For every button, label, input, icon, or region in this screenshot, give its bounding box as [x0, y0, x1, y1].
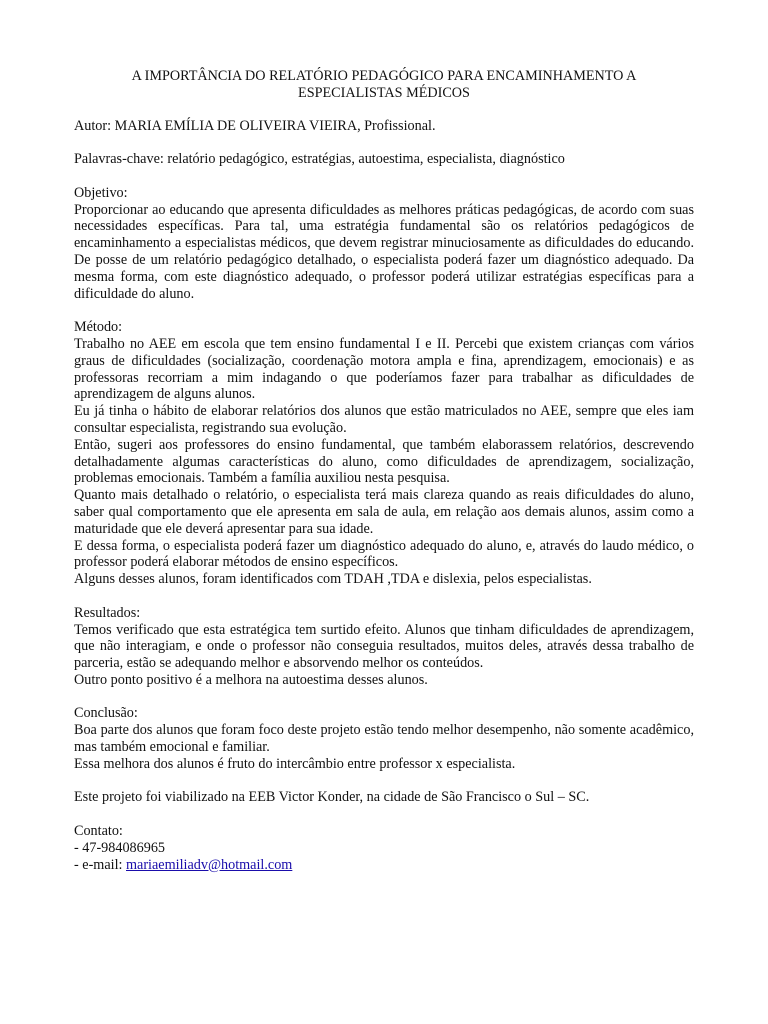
results-heading: Resultados: [74, 604, 141, 621]
objective-heading: Objetivo: [74, 184, 128, 201]
conclusion-heading: Conclusão: [74, 705, 138, 722]
document-page [74, 68, 694, 873]
objective-section [74, 185, 694, 303]
title-line-2: ESPECIALISTAS MÉDICOS [298, 84, 470, 101]
method-paragraph: Então, sugeri aos professores do ensino fundamental, que também elaborassem relatórios, descrevendo detalhadamente algumas características do aluno, como dificuldades de aprendizagem, socialização, problemas emocionais. Também a família auxiliou nesta pesquisa. [74, 436, 694, 487]
conclusion-paragraph: Boa parte dos alunos que foram foco deste projeto estão tendo melhor desempenho, não somente acadêmico, mas também emocional e familiar. [74, 722, 694, 756]
results-paragraph: Temos verificado que esta estratégica tem surtido efeito. Alunos que tinham dificuldades de aprendizagem, que não interagiam, e onde o professor não conseguia resultados, muitos deles, através dessa trabalho de parceria, estão se adequando melhor e absorvendo melhor os conteúdos. [74, 621, 694, 672]
method-paragraph: Quanto mais detalhado o relatório, o especialista terá mais clareza quando as reais dificuldades do aluno, saber qual comportamento que ele apresenta em sala de aula, em relação aos demais alunos, assim como a maturidade que ele deverá apresentar para sua idade. [74, 487, 694, 537]
document-title [74, 68, 694, 102]
title-line-1: A IMPORTÂNCIA DO RELATÓRIO PEDAGÓGICO PARA ENCAMINHAMENTO A [131, 68, 637, 84]
contact-heading: Contato: [74, 823, 123, 840]
results-paragraph: Outro ponto positivo é a melhora na autoestima desses alunos. [74, 671, 428, 688]
contact-section [74, 823, 694, 873]
method-paragraph: Alguns desses alunos, foram identificados com TDAH ,TDA e dislexia, pelos especialistas. [74, 571, 592, 588]
method-paragraph: E dessa forma, o especialista poderá fazer um diagnóstico adequado do aluno, e, através do laudo médico, o professor poderá elaborar métodos de ensino específicos. [74, 537, 694, 571]
method-heading: Método: [74, 319, 123, 336]
author-line: Autor: MARIA EMÍLIA DE OLIVEIRA VIEIRA, Profissional. [74, 117, 436, 134]
project-note: Este projeto foi viabilizado na EEB Victor Konder, na cidade de São Francisco o Sul – SC. [74, 789, 590, 806]
results-section [74, 605, 694, 689]
method-section [74, 319, 694, 588]
keywords-line: Palavras-chave: relatório pedagógico, estratégias, autoestima, especialista, diagnóstico [74, 151, 565, 168]
objective-text: Proporcionar ao educando que apresenta dificuldades as melhores práticas pedagógicas, de acordo com suas necessidades específicas. Para tal, uma estratégia fundamental são os relatórios pedagógicos de encaminhamento a especialistas médicos, que devem registrar minuciosamente as dificuldades do educando. De posse de um relatório pedagógico detalhado, o especialista poderá fazer um diagnóstico adequado. Da mesma forma, com este diagnóstico adequado, o professor poderá utilizar estratégias específicas para a dificuldade do aluno. [74, 201, 694, 302]
contact-phone: - 47-984086965 [74, 839, 166, 856]
method-paragraph: Trabalho no AEE em escola que tem ensino fundamental I e II. Percebi que existem crianças com vários graus de dificuldades (socialização, coordenação motora ampla e fina, aprendizagem, emocionais) e as professoras recorriam a mim indagando o que poderíamos fazer para trabalhar as dificuldades de aprendizagem de alguns alunos. [74, 335, 694, 403]
conclusion-section [74, 705, 694, 772]
contact-email-link[interactable]: mariaemiliadv@hotmail.com [126, 856, 293, 873]
contact-email-prefix: - e-mail: [74, 856, 126, 873]
method-paragraph: Eu já tinha o hábito de elaborar relatórios dos alunos que estão matriculados no AEE, sempre que eles iam consultar especialista, registrando sua evolução. [74, 403, 694, 436]
contact-email-line [74, 857, 694, 874]
conclusion-paragraph: Essa melhora dos alunos é fruto do intercâmbio entre professor x especialista. [74, 755, 516, 772]
